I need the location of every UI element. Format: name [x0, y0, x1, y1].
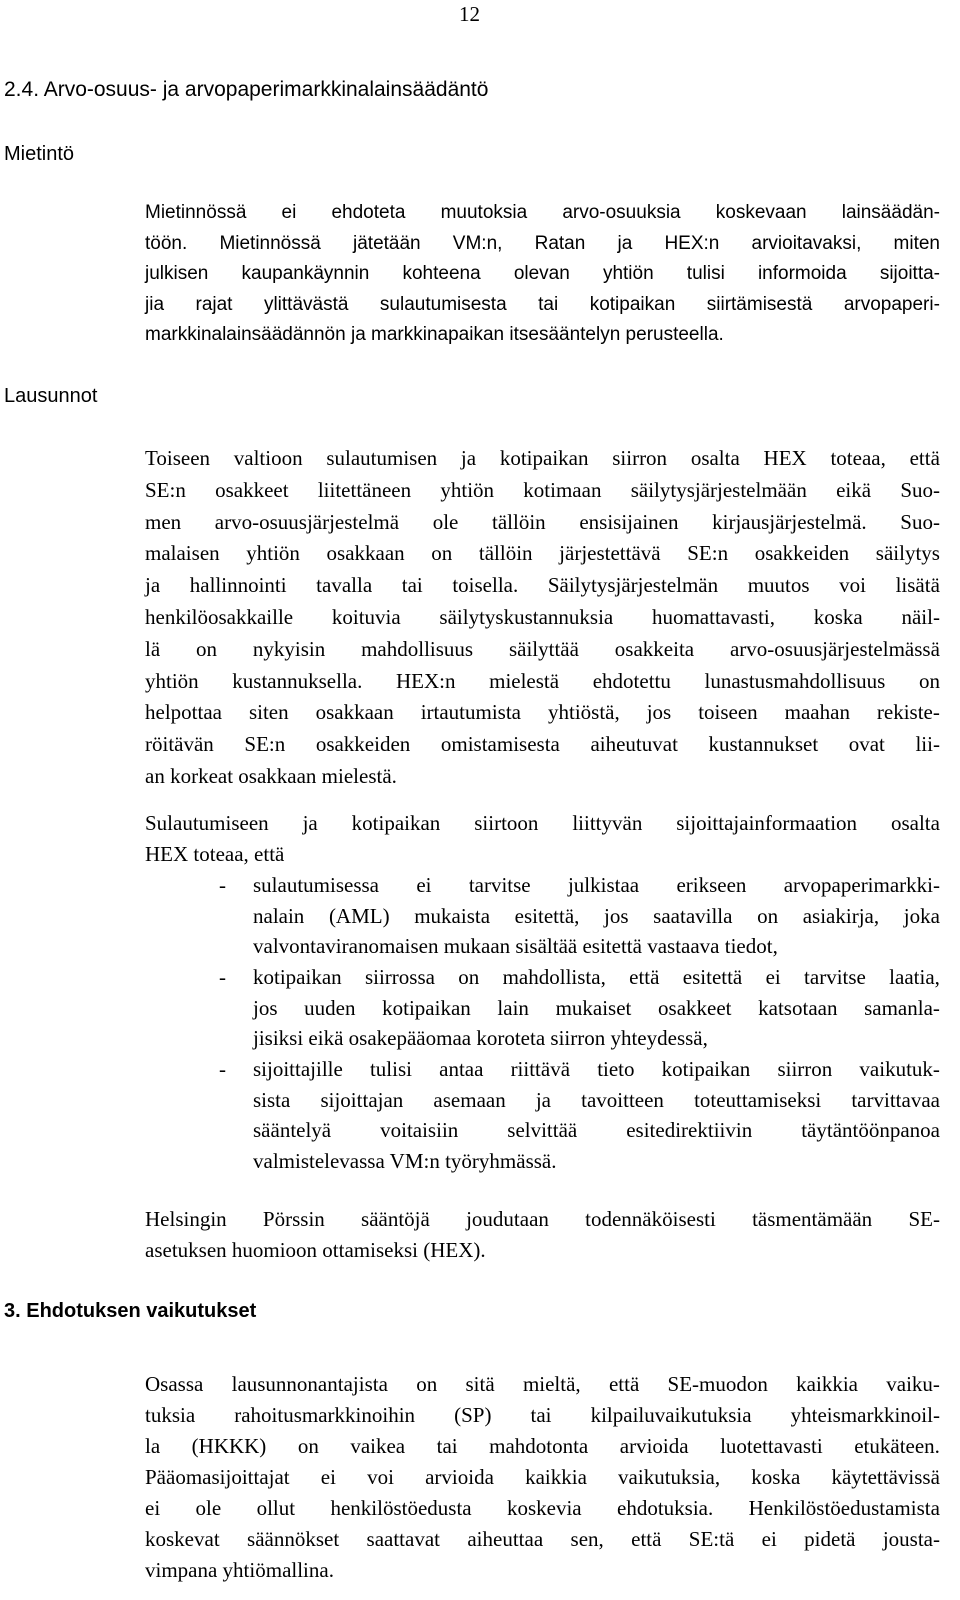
bullet-dash: -: [219, 1057, 226, 1081]
text-line: men arvo-osuusjärjestelmä ole tällöin ensisijainen kirjausjärjestelmä. Suo-: [145, 509, 940, 534]
text-line: sista sijoittajan asemaan ja tavoitteen toteuttamiseksi tarvittavaa: [253, 1087, 940, 1112]
text-line: sulautumisessa ei tarvitse julkistaa erikseen arvopaperimarkki-: [253, 873, 940, 897]
bullet-dash: -: [219, 873, 226, 897]
lausunnot-label: Lausunnot: [4, 385, 98, 407]
section-heading: 2.4. Arvo-osuus- ja arvopaperimarkkinalainsäädäntö: [4, 78, 489, 101]
page-number: 12: [459, 2, 480, 26]
bullet-dash: -: [219, 965, 226, 989]
text-line: valmistelevassa VM:n työryhmässä.: [253, 1149, 557, 1174]
text-line: lä on nykyisin mahdollisuus säilyttää osakkeita arvo-osuusjärjestelmässä: [145, 636, 940, 661]
text-line: sijoittajille tulisi antaa riittävä tieto kotipaikan siirron vaikutuk-: [253, 1057, 940, 1081]
mietinto-label: Mietintö: [4, 143, 75, 165]
text-line: tuksia rahoitusmarkkinoihin (SP) tai kilpailuvaikutuksia yhteismarkkinoil-: [145, 1403, 940, 1427]
text-line: Helsingin Pörssin sääntöjä joudutaan todennäköisesti täsmentämään SE-: [145, 1207, 940, 1231]
text-line: la (HKKK) on vaikea tai mahdotonta arvioida luotettavasti etukäteen.: [145, 1434, 940, 1458]
text-line: nalain (AML) mukaista esitettä, jos saatavilla on asiakirja, joka: [253, 903, 940, 928]
text-line: yhtiön kustannuksella. HEX:n mielestä ehdotettu lunastusmahdollisuus on: [145, 668, 940, 693]
text-line: kotipaikan siirrossa on mahdollista, että esitettä ei tarvitse laatia,: [253, 965, 940, 989]
text-line: ei ole ollut henkilöstöedusta koskevia ehdotuksia. Henkilöstöedustamista: [145, 1496, 940, 1520]
text-line: töön. Mietinnössä jätetään VM:n, Ratan ja HEX:n arvioitavaksi, miten: [145, 232, 940, 254]
text-line: Pääomasijoittajat ei voi arvioida kaikkia vaikutuksia, koska käytettävissä: [145, 1465, 940, 1489]
text-line: jia rajat ylittävästä sulautumisesta tai kotipaikan siirtämisestä arvopaperi-: [145, 293, 940, 315]
text-line: Toiseen valtioon sulautumisen ja kotipaikan siirron osalta HEX toteaa, että: [145, 446, 940, 470]
text-line: HEX toteaa, että: [145, 842, 285, 866]
text-line: jisiksi eikä osakepääomaa koroteta siirron yhteydessä,: [253, 1026, 708, 1051]
text-line: ja hallinnointi tavalla tai toisella. Säilytysjärjestelmän muutos voi lisätä: [145, 573, 940, 598]
text-line: Osassa lausunnonantajista on sitä mieltä, että SE-muodon kaikkia vaiku-: [145, 1372, 940, 1396]
section3-heading: 3. Ehdotuksen vaikutukset: [4, 1300, 257, 1322]
text-line: malaisen yhtiön osakkaan on tällöin järjestettävä SE:n osakkeiden säilytys: [145, 541, 940, 566]
text-line: Mietinnössä ei ehdoteta muutoksia arvo-osuuksia koskevaan lainsäädän-: [145, 202, 940, 223]
text-line: markkinalainsäädännön ja markkinapaikan itsesääntelyn perusteella.: [145, 324, 724, 346]
text-line: sääntelyä voitaisiin selvittää esitedirektiivin täytäntöönpanoa: [253, 1118, 940, 1143]
text-line: asetuksen huomioon ottamiseksi (HEX).: [145, 1238, 486, 1262]
text-line: koskevat säännökset saattavat aiheuttaa sen, että SE:tä ei pidetä jousta-: [145, 1527, 940, 1551]
text-line: an korkeat osakkaan mielestä.: [145, 764, 397, 788]
text-line: helpottaa siten osakkaan irtautumista yhtiöstä, jos toiseen maahan rekiste-: [145, 700, 940, 725]
text-line: valvontaviranomaisen mukaan sisältää esitettä vastaava tiedot,: [253, 934, 778, 959]
text-line: julkisen kaupankäynnin kohteena olevan yhtiön tulisi informoida sijoitta-: [145, 263, 940, 285]
text-line: röitävän SE:n osakkeiden omistamisesta aiheutuvat kustannukset ovat lii-: [145, 732, 940, 757]
text-line: jos uuden kotipaikan lain mukaiset osakkeet katsotaan samanla-: [253, 995, 940, 1020]
text-line: henkilöosakkaille koituvia säilytyskustannuksia huomattavasti, koska näil-: [145, 605, 940, 629]
text-line: vimpana yhtiömallina.: [145, 1558, 334, 1582]
text-line: Sulautumiseen ja kotipaikan siirtoon liittyvän sijoittajainformaation osalta: [145, 811, 940, 835]
text-line: SE:n osakkeet liitettäneen yhtiön kotimaan säilytysjärjestelmään eikä Suo-: [145, 477, 940, 502]
